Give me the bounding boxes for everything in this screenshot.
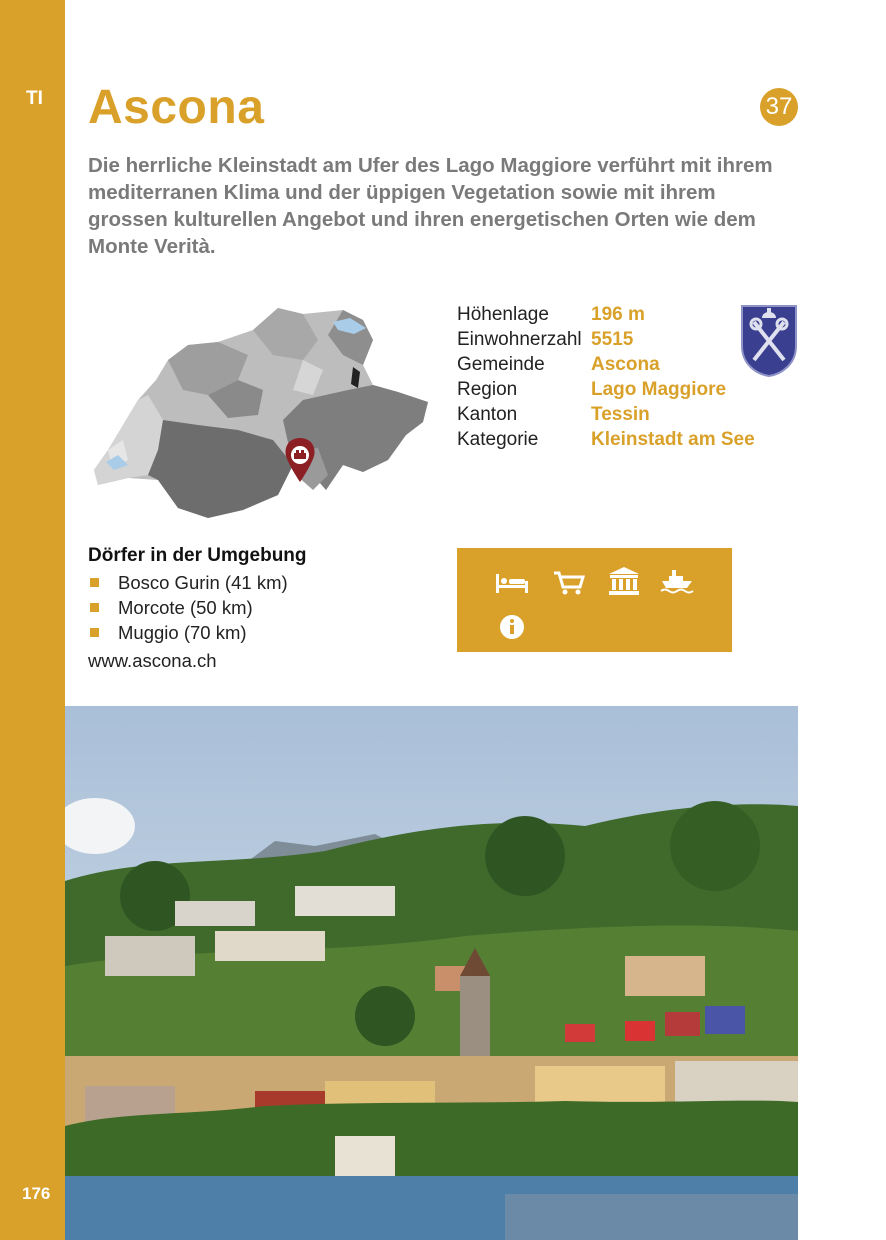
services-box <box>457 548 732 652</box>
ascona-lakefront-photo <box>65 706 798 1240</box>
nearby-villages-list <box>88 570 288 645</box>
page-number: 176 <box>22 1184 51 1203</box>
bed-icon <box>495 572 529 594</box>
info-icon <box>499 614 525 640</box>
fact-value: Lago Maggiore <box>591 378 727 400</box>
fact-label: Gemeinde <box>457 353 545 375</box>
nearby-villages-heading: Dörfer in der Umgebung <box>88 545 307 566</box>
shopping-cart-icon <box>553 570 585 596</box>
fact-value: Ascona <box>591 353 660 375</box>
fact-value: Kleinstadt am See <box>591 428 755 450</box>
page-title: Ascona <box>88 81 265 134</box>
entry-number-badge: 37 <box>760 88 798 126</box>
switzerland-map <box>88 300 433 528</box>
fact-value: 5515 <box>591 328 634 350</box>
fact-label: Kategorie <box>457 428 539 450</box>
list-item <box>88 620 288 645</box>
canton-code: TI <box>26 88 43 109</box>
list-item <box>88 570 288 595</box>
side-color-bar <box>0 0 65 1240</box>
facts-table <box>457 302 755 452</box>
square-bullet-icon <box>90 603 99 612</box>
fact-row <box>457 352 755 377</box>
list-item <box>88 595 288 620</box>
fact-value: Tessin <box>591 403 650 425</box>
fact-label: Region <box>457 378 518 400</box>
square-bullet-icon <box>90 628 99 637</box>
square-bullet-icon <box>90 578 99 587</box>
list-item-label: Morcote (50 km) <box>118 597 253 618</box>
boat-icon <box>660 568 694 596</box>
fact-row <box>457 377 755 402</box>
fact-label: Kanton <box>457 403 518 425</box>
fact-label: Höhenlage <box>457 303 549 325</box>
coat-of-arms-icon <box>740 304 798 378</box>
fact-label: Einwohnerzahl <box>457 328 582 350</box>
intro-text: Die herrliche Kleinstadt am Ufer des Lago Maggiore verführt mit ihrem mediterranen Klima und der üppigen Vegetation sowie mit ihrem grossen kulturellen Angebot und ihren energetischen Orten wie dem Monte Verità. <box>88 154 773 258</box>
fact-row <box>457 302 755 327</box>
website-link[interactable]: www.ascona.ch <box>88 650 217 671</box>
fact-row <box>457 427 755 452</box>
fact-row <box>457 402 755 427</box>
list-item-label: Bosco Gurin (41 km) <box>118 572 288 593</box>
list-item-label: Muggio (70 km) <box>118 622 247 643</box>
fact-row <box>457 327 755 352</box>
museum-icon <box>608 566 640 596</box>
fact-value: 196 m <box>591 303 645 325</box>
